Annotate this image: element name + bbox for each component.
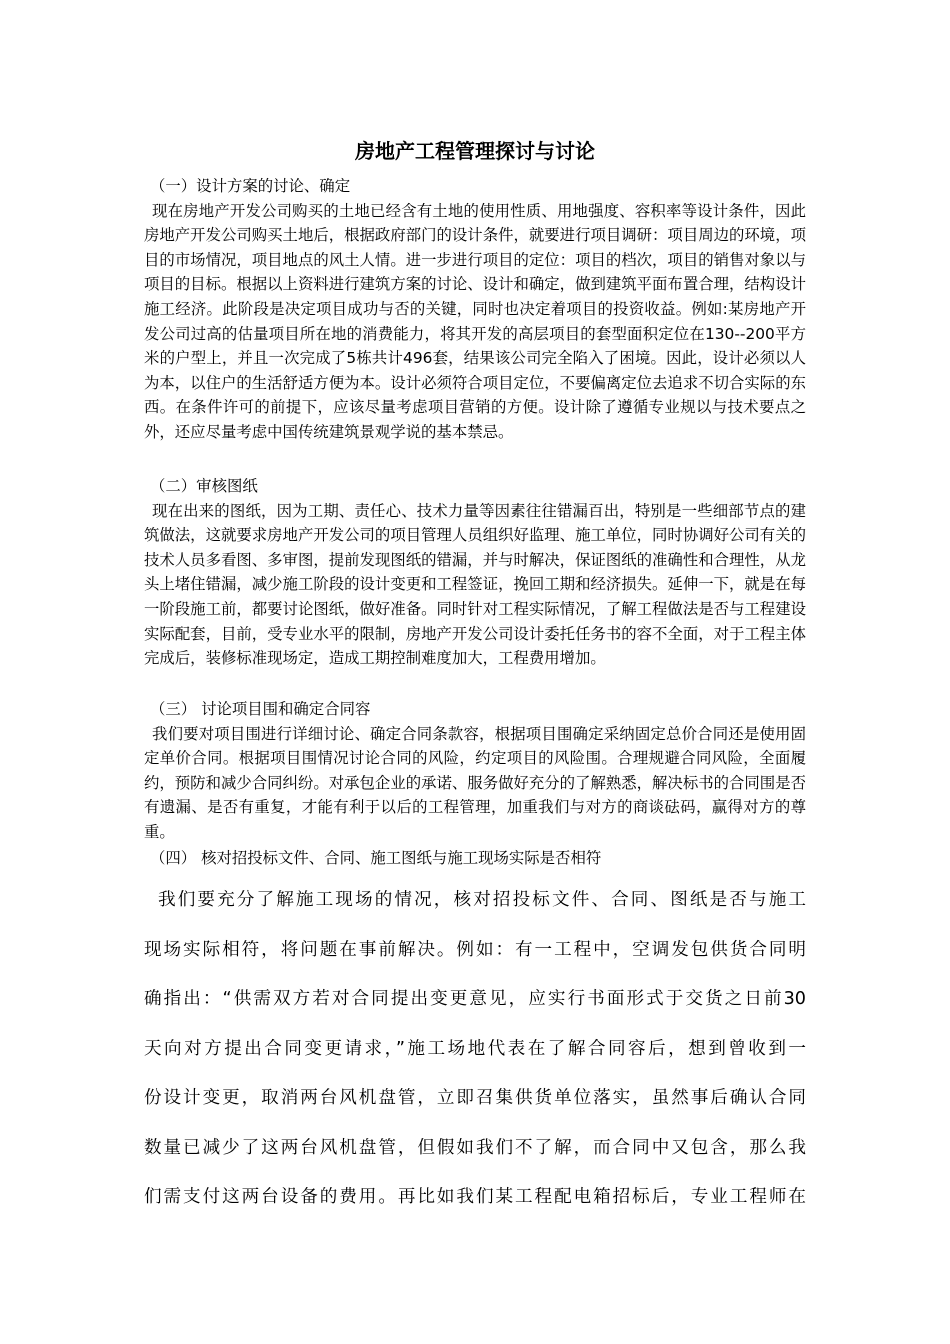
section-1-body: 现在房地产开发公司购买的土地已经含有土地的使用性质、用地强度、容积率等设计条件，因此房地产开发公司购买土地后，根据政府部门的设计条件，就要进行项目调研：项目周边的环境，项目的市场情况，项目地点的风土人情。进一步进行项目的定位：项目的档次，项目的销售对象以与项目的目标。根据以上资料进行建筑方案的讨论、设计和确定，做到建筑平面布置合理，结构设计施工经济。此阶段是决定项目成功与否的关键，同时也决定着项目的投资收益。例如:某房地产开发公司过高的估量项目所在地的消费能力，将其开发的高层项目的套型面积定位在130--200平方米的户型上，并且一次完成了5栋共计496套，结果该公司完全陷入了困境。因此，设计必须以人为本，以住户的生活舒适方便为本。设计必须符合项目定位，不要偏离定位去追求不切合实际的东西。在条件许可的前提下，应该尽量考虑项目营销的方便。设计除了遵循专业规以与技术要点之外，还应尽量考虑中国传统建筑景观学说的基本禁忌。 bbox=[144, 201, 806, 441]
section-4-line: 确指出：“供需双方若对合同提出变更意见，应实行书面形式于交货之日前30 bbox=[144, 989, 806, 1009]
section-4 bbox=[144, 846, 806, 871]
document-title: 房地产工程管理探讨与讨论 bbox=[355, 139, 595, 163]
section-4-body bbox=[144, 876, 806, 1223]
section-4-line: 天向对方提出合同变更请求，”施工场地代表在了解合同容后，想到曾收到一 bbox=[144, 1038, 806, 1059]
section-2-body: 现在出来的图纸，因为工期、责任心、技术力量等因素往往错漏百出，特别是一些细部节点的建筑做法，这就要求房地产开发公司的项目管理人员组织好监理、施工单位，同时协调好公司有关的技术人员多看图、多审图，提前发现图纸的错漏，并与时解决，保证图纸的准确性和合理性，从龙头上堵住错漏，减少施工阶段的设计变更和工程签证，挽回工期和经济损失。延伸一下，就是在每一阶段施工前，都要讨论图纸，做好准备。同时针对工程实际情况，了解工程做法是否与工程建设实际配套，目前，受专业水平的限制，房地产开发公司设计委托任务书的容不全面，对于工程主体完成后，装修标准现场定，造成工期控制难度加大，工程费用增加。 bbox=[144, 501, 806, 668]
section-3 bbox=[144, 697, 806, 845]
section-3-heading: （三） 讨论项目围和确定合同容 bbox=[150, 700, 371, 718]
section-4-line: 我们要充分了解施工现场的情况，核对招投标文件、合同、图纸是否与施工 bbox=[158, 890, 806, 910]
section-2-heading: （二）审核图纸 bbox=[150, 477, 258, 495]
section-1-heading: （一）设计方案的讨论、确定 bbox=[150, 177, 351, 195]
section-4-line: 们需支付这两台设备的费用。再比如我们某工程配电箱招标后，专业工程师在 bbox=[144, 1187, 806, 1207]
section-4-line: 现场实际相符，将问题在事前解决。例如：有一工程中，空调发包供货合同明 bbox=[144, 939, 806, 960]
section-4-line: 份设计变更，取消两台风机盘管，立即召集供货单位落实，虽然事后确认合同 bbox=[144, 1088, 806, 1108]
section-1 bbox=[144, 174, 806, 445]
section-4-heading: （四） 核对招投标文件、合同、施工图纸与施工现场实际是否相符 bbox=[150, 849, 602, 867]
section-3-body: 我们要对项目围进行详细讨论、确定合同条款容，根据项目围确定采纳固定总价合同还是使用固定单价合同。根据项目围情况讨论合同的风险，约定项目的风险围。合理规避合同风险，全面履约，预防和减少合同纠纷。对承包企业的承诺、服务做好充分的了解熟悉，解决标书的合同围是否有遗漏、是否有重复，才能有利于以后的工程管理，加重我们与对方的商谈砝码，赢得对方的尊重。 bbox=[144, 724, 806, 841]
section-2 bbox=[144, 474, 806, 671]
section-4-line: 数量已减少了这两台风机盘管，但假如我们不了解，而合同中又包含，那么我 bbox=[144, 1137, 806, 1158]
